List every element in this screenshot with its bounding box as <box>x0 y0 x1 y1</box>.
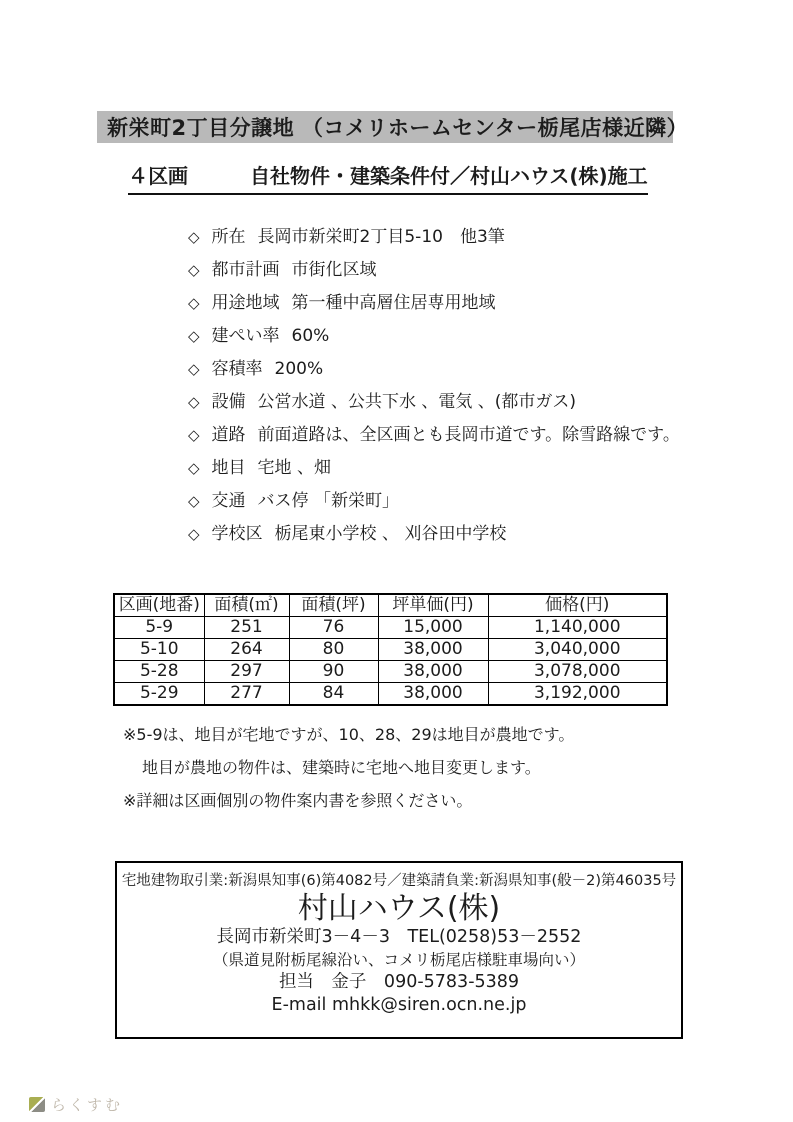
diamond-bullet-icon: ◇ <box>188 525 200 543</box>
detail-label: 学校区 <box>211 524 263 544</box>
contact-person: 担当 金子 090-5783-5389 <box>278 972 520 992</box>
note-land-change: 地目が農地の物件は、建築時に宅地へ地目変更します。 <box>142 758 541 777</box>
table-cell-price: 3,078,000 <box>488 661 667 683</box>
diamond-bullet-icon: ◇ <box>188 426 200 444</box>
diamond-bullet-icon: ◇ <box>188 228 200 246</box>
detail-value: 公営水道 、公共下水 、電気 、(都市ガス) <box>257 392 577 412</box>
detail-item-land-category <box>188 459 680 477</box>
company-name: 村山ハウス(株) <box>297 891 501 926</box>
license-numbers: 宅地建物取引業:新潟県知事(6)第4082号／建築請負業:新潟県知事(般－2)第46035号 <box>121 873 677 889</box>
table-cell-area-m2: 251 <box>204 617 289 639</box>
rakusumu-house-icon <box>29 1097 45 1112</box>
table-row <box>114 683 667 706</box>
detail-item-floor-ratio <box>188 360 680 378</box>
table-cell-lot: 5-29 <box>114 683 204 706</box>
table-row <box>114 661 667 683</box>
subtitle <box>128 160 648 195</box>
detail-item-transport <box>188 492 680 510</box>
table-cell-unit-price: 38,000 <box>378 661 488 683</box>
column-header-area-tsubo: 面積(坪) <box>289 594 378 617</box>
detail-label: 所在 <box>211 227 246 247</box>
detail-value: 第一種中高層住居専用地域 <box>291 293 496 313</box>
detail-label: 地目 <box>211 458 246 478</box>
column-header-unit-price: 坪単価(円) <box>378 594 488 617</box>
price-table <box>113 593 668 706</box>
table-cell-area-m2: 297 <box>204 661 289 683</box>
company-location-note: （県道見附栃尾線沿い、コメリ栃尾店様駐車場向い） <box>212 951 585 969</box>
detail-label: 都市計画 <box>211 260 280 280</box>
detail-item-utilities <box>188 393 680 411</box>
table-cell-lot: 5-10 <box>114 639 204 661</box>
table-cell-area-m2: 277 <box>204 683 289 706</box>
page-title <box>97 111 689 143</box>
table-cell-price: 3,192,000 <box>488 683 667 706</box>
detail-label: 容積率 <box>211 359 263 379</box>
table-cell-area-m2: 264 <box>204 639 289 661</box>
detail-value: 栃尾東小学校 、 刈谷田中学校 <box>274 524 507 544</box>
table-cell-lot: 5-28 <box>114 661 204 683</box>
table-cell-unit-price: 38,000 <box>378 683 488 706</box>
table-cell-area-tsubo: 84 <box>289 683 378 706</box>
table-cell-area-tsubo: 90 <box>289 661 378 683</box>
diamond-bullet-icon: ◇ <box>188 492 200 510</box>
detail-value: 宅地 、畑 <box>257 458 331 478</box>
column-header-lot: 区画(地番) <box>114 594 204 617</box>
detail-value: 市街化区域 <box>291 260 377 280</box>
detail-item-city-planning <box>188 261 680 279</box>
detail-label: 道路 <box>211 425 246 445</box>
company-info-box <box>115 861 683 1039</box>
page-title-text: 新栄町2丁目分譲地 （コメリホームセンター栃尾店様近隣） <box>107 116 689 140</box>
table-cell-unit-price: 15,000 <box>378 617 488 639</box>
rakusumu-watermark <box>29 1094 123 1115</box>
diamond-bullet-icon: ◇ <box>188 393 200 411</box>
property-details-list <box>188 228 680 558</box>
subtitle-underline <box>128 160 648 195</box>
table-row <box>114 639 667 661</box>
detail-value: 長岡市新栄町2丁目5-10 他3筆 <box>257 227 505 247</box>
rakusumu-watermark-text: らくすむ <box>51 1096 124 1114</box>
detail-value: 前面道路は、全区画とも長岡市道です。除雪路線です。 <box>257 425 680 445</box>
notes-section <box>123 726 574 825</box>
company-email: E-mail mhkk@siren.ocn.ne.jp <box>271 995 527 1015</box>
subtitle-conditions: 自社物件・建築条件付／村山ハウス(株)施工 <box>250 164 648 188</box>
table-row <box>114 617 667 639</box>
detail-label: 交通 <box>211 491 246 511</box>
detail-item-coverage-ratio <box>188 327 680 345</box>
table-cell-unit-price: 38,000 <box>378 639 488 661</box>
detail-label: 設備 <box>211 392 246 412</box>
note-land-category: ※5-9は、地目が宅地ですが、10、28、29は地目が農地です。 <box>123 725 575 744</box>
table-cell-area-tsubo: 80 <box>289 639 378 661</box>
detail-label: 建ぺい率 <box>211 326 280 346</box>
table-header-row <box>114 594 667 617</box>
detail-label: 用途地域 <box>211 293 280 313</box>
detail-item-road <box>188 426 680 444</box>
column-header-area-m2: 面積(㎡) <box>204 594 289 617</box>
column-header-price: 価格(円) <box>488 594 667 617</box>
diamond-bullet-icon: ◇ <box>188 294 200 312</box>
detail-item-zoning <box>188 294 680 312</box>
detail-item-location <box>188 228 680 246</box>
diamond-bullet-icon: ◇ <box>188 360 200 378</box>
detail-value: 200% <box>274 359 324 379</box>
subtitle-lot-count: ４区画 <box>128 164 188 188</box>
detail-item-school-district <box>188 525 680 543</box>
note-see-details: ※詳細は区画個別の物件案内書を参照ください。 <box>123 791 473 810</box>
diamond-bullet-icon: ◇ <box>188 327 200 345</box>
table-cell-lot: 5-9 <box>114 617 204 639</box>
diamond-bullet-icon: ◇ <box>188 459 200 477</box>
table-cell-price: 3,040,000 <box>488 639 667 661</box>
detail-value: バス停 「新栄町」 <box>257 491 399 511</box>
table-cell-area-tsubo: 76 <box>289 617 378 639</box>
table-cell-price: 1,140,000 <box>488 617 667 639</box>
diamond-bullet-icon: ◇ <box>188 261 200 279</box>
detail-value: 60% <box>291 326 330 346</box>
company-address-tel: 長岡市新栄町3－4－3 TEL(0258)53－2552 <box>216 927 582 947</box>
